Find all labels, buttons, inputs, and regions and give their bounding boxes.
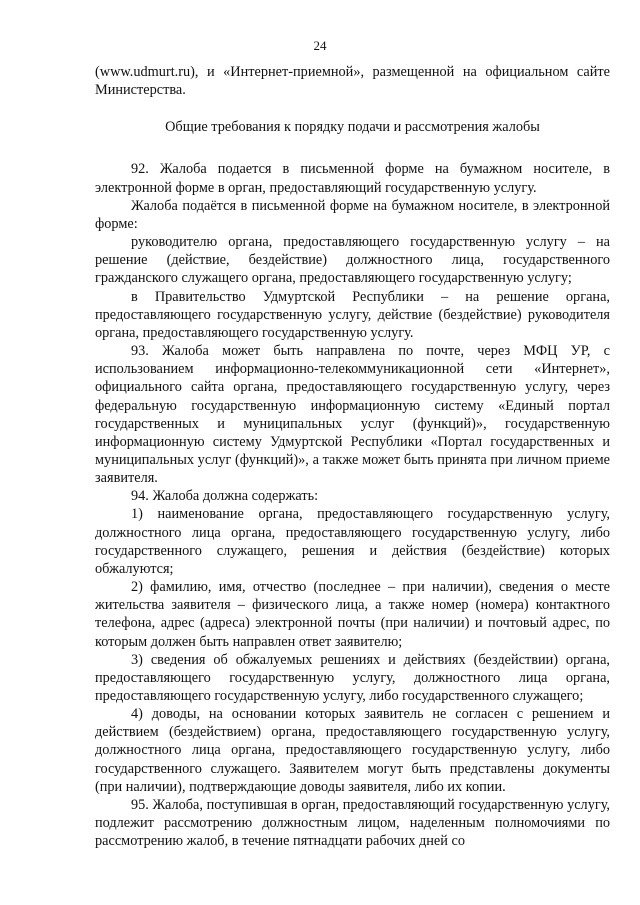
paragraph-92: 92. Жалоба подается в письменной форме на бумажном носителе, в электронной форме в орган, предоставляющий государственную услугу.: [95, 161, 610, 196]
paragraph-to-government: в Правительство Удмуртской Республики – на решение органа, предоставляющего государственную услугу, действие (бездействие) руководителя органа, предоставляющего государственную услугу.: [95, 288, 610, 341]
paragraph-94: 94. Жалоба должна содержать:: [131, 488, 319, 505]
list-item-2: 2) фамилию, имя, отчество (последнее – при наличии), сведения о месте жительства заявителя – физического лица, а также номер (номера) контактного телефона, адрес (адреса) электронной почты (при наличии) и почтовый адрес, по которым должен быть направлен ответ заявителю;: [95, 579, 610, 650]
list-item-4: 4) доводы, на основании которых заявитель не согласен с решением и действием (бездействием) органа, предоставляющего государственную услугу, должностного лица органа, предоставляющего государственную услугу, либо государственного служащего. Заявителем могут быть представлены документы (при наличии), подтверждающие доводы заявителя, либо их копии.: [95, 706, 610, 795]
list-item-1: 1) наименование органа, предоставляющего государственную услугу, должностного лица органа, предоставляющего государственную услугу, либо государственного служащего, решения и действия (бездействие) которых обжалуются;: [95, 506, 610, 577]
paragraph-95: 95. Жалоба, поступившая в орган, предоставляющий государственную услугу, подлежит рассмотрению должностным лицом, наделенным полномочиями по рассмотрению жалоб, в течение пятнадцати рабочих дней со: [95, 796, 610, 850]
document-body: [95, 63, 610, 850]
list-item-3: 3) сведения об обжалуемых решениях и действиях (бездействии) органа, предоставляющего государственную услугу, должностного лица органа, предоставляющего государственную услугу, либо государственного служащего;: [95, 651, 610, 704]
section-heading: Общие требования к порядку подачи и рассмотрения жалобы: [165, 119, 540, 136]
paragraph-complaint-form: Жалоба подаётся в письменной форме на бумажном носителе, в электронной форме:: [95, 197, 610, 232]
continuation-paragraph: (www.udmurt.ru), и «Интернет-приемной», размещенной на официальном сайте Министерства.: [95, 64, 610, 99]
paragraph-93: 93. Жалоба может быть направлена по почте, через МФЦ УР, с использованием информационно-телекоммуникационной сети «Интернет», официального сайта органа, предоставляющего государственную услугу, через федеральную государственную информационную систему «Единый портал государственных и муниципальных услуг (функций)», государственную информационную систему Удмуртской Республики «Портал государственных и муниципальных услуг (функций)», а также может быть принята при личном приеме заявителя.: [95, 343, 610, 487]
page-number: 24: [313, 38, 327, 53]
paragraph-to-head-of-organ: руководителю органа, предоставляющего государственную услугу – на решение (действие, бездействие) должностного лица, государственного гражданского служащего органа, предоставляющего государственную услугу;: [95, 234, 610, 287]
